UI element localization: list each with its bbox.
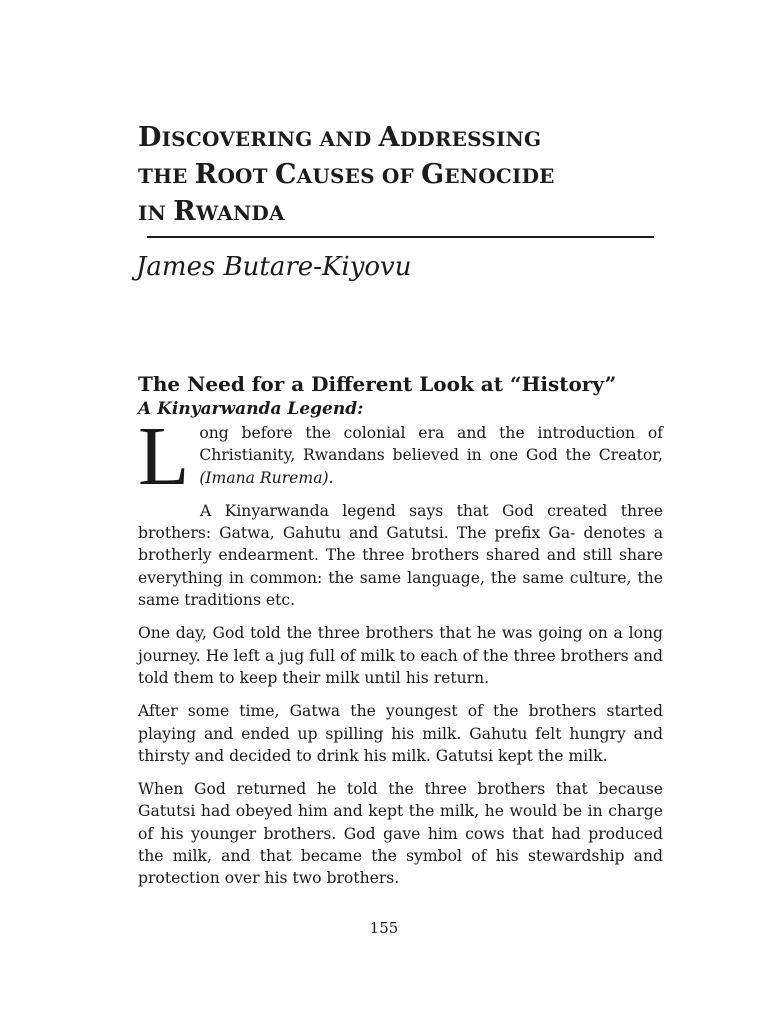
paragraph-1-italic: (Imana Rurema).: [199, 468, 334, 487]
author-name: James Butare-Kiyovu: [136, 252, 412, 282]
title-line-1: DISCOVERING AND ADDRESSING: [138, 122, 542, 153]
chapter-title: [138, 120, 658, 231]
title-line-3: IN RWANDA: [138, 196, 285, 227]
paragraph-4: After some time, Gatwa the youngest of the brothers started playing and ended up spilling his milk. Gahutu felt hungry and thirsty and decided to drink his milk. Gatutsi kept the milk.: [138, 702, 663, 765]
section-heading: The Need for a Different Look at “History”: [138, 372, 617, 396]
paragraph-1-text: ong before the colonial era and the introduction of Christianity, Rwandans believed in one God the Creator,: [199, 424, 663, 465]
title-divider: [147, 236, 654, 238]
paragraph-5: When God returned he told the three brothers that because Gatutsi had obeyed him and kept the milk, he would be in charge of his younger brothers. God gave him cows that had produced the milk, and that became the symbol of his stewardship and protection over his two brothers.: [138, 780, 663, 888]
title-line-2: THE ROOT CAUSES OF GENOCIDE: [138, 159, 555, 190]
drop-cap: L: [138, 410, 190, 503]
paragraph-1: [138, 410, 663, 503]
section-subheading: A Kinyarwanda Legend:: [138, 399, 364, 419]
paragraph-2: A Kinyarwanda legend says that God created three brothers: Gatwa, Gahutu and Gatutsi. The prefix Ga- denotes a brotherly endearment. The three brothers shared and still share everything in common: the same language, the same culture, the same traditions etc.: [138, 501, 663, 610]
paragraph-3: One day, God told the three brothers that he was going on a long journey. He left a jug full of milk to each of the three brothers and told them to keep their milk until his return.: [138, 624, 663, 687]
page-number: 155: [369, 919, 399, 937]
body-text: [138, 410, 663, 901]
